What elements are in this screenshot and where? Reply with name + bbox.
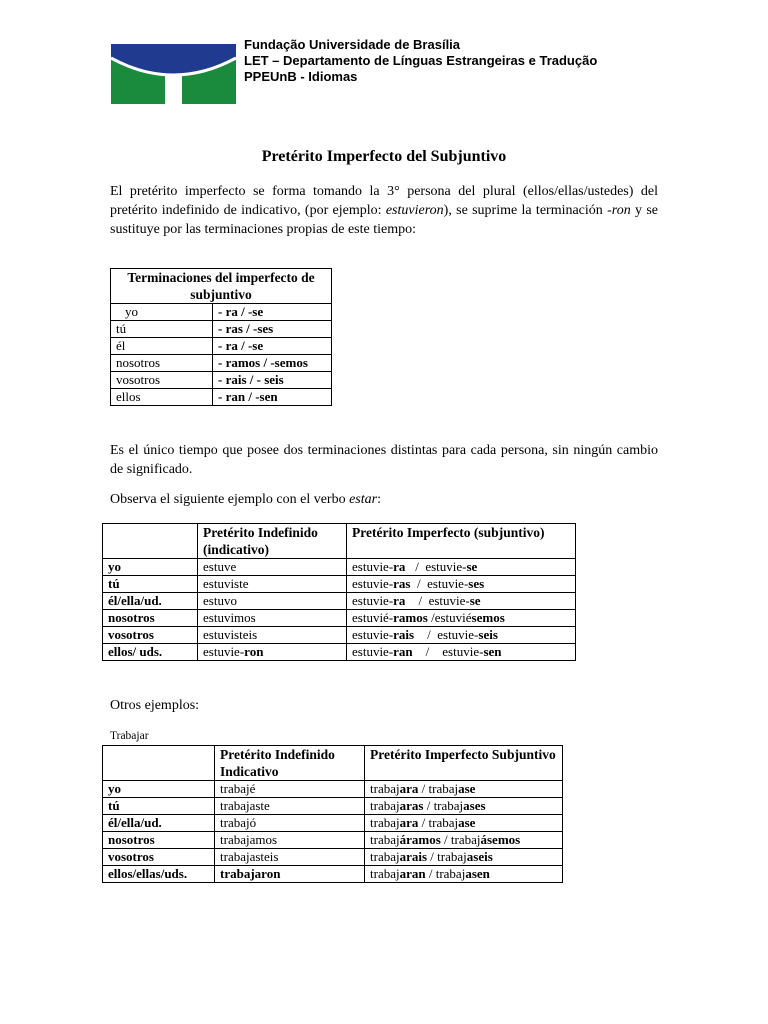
intro-paragraph [110,182,658,239]
indicative-cell: estuvisteis [198,627,347,644]
ending-bold: ra [393,559,406,574]
ending-bold: sen [483,644,502,659]
paragraph-two-text: Es el único tiempo que posee dos terminaciones distintas para cada persona, sin ningún cambio de significado. [110,443,658,477]
ending-bold: aseis [466,849,493,864]
table-row [103,576,576,593]
table-row [103,866,563,883]
ending-bold: ran [393,644,413,659]
intro-text-2: ), se suprime la terminación [443,203,608,218]
table-row [103,815,563,832]
paragraph-two [110,441,658,479]
subjunctive-cell: estuvie-ra / estuvie-se [347,593,576,610]
ending-bold: se [469,593,481,608]
trabajar-header-subjunctive: Pretérito Imperfecto Subjuntivo [365,746,563,781]
person-cell: yo [103,781,215,798]
table-row [103,610,576,627]
person-cell: vosotros [103,627,198,644]
person-cell: yo [111,304,213,321]
ending-bold: ramos [393,610,428,625]
indicative-cell: trabajaron [215,866,365,883]
verb-label: Trabajar [110,730,149,742]
subjunctive-cell: trabajara / trabajase [365,815,563,832]
ending-bold: ase [458,815,476,830]
person-cell: tú [103,798,215,815]
person-cell: nosotros [111,355,213,372]
ending-bold: se [466,559,478,574]
indicative-cell: trabajaste [215,798,365,815]
trabajar-header-blank [103,746,215,781]
person-cell: ellos/ellas/uds. [103,866,215,883]
unb-logo [111,44,236,104]
subjunctive-cell: estuvie-ran / estuvie-sen [347,644,576,661]
ending-bold: ara [399,815,419,830]
person-cell: él/ella/ud. [103,593,198,610]
indicative-cell: trabajó [215,815,365,832]
subjunctive-cell: trabajara / trabajase [365,781,563,798]
ending-cell: - ran / -sen [213,389,332,406]
table-row [111,304,332,321]
table-row [103,627,576,644]
subjunctive-cell: trabajáramos / trabajásemos [365,832,563,849]
subjunctive-cell: estuvie-ras / estuvie-ses [347,576,576,593]
intro-text-3: y se sustituye por las terminaciones propias de este tiempo: [110,203,658,237]
subjunctive-cell: estuvié-ramos /estuviésemos [347,610,576,627]
indicative-cell: estuvo [198,593,347,610]
person-cell: tú [111,321,213,338]
table-row [103,593,576,610]
ending-bold: aras [399,798,424,813]
table-row [111,338,332,355]
ending-bold: seis [478,627,498,642]
ending-bold: ras [393,576,411,591]
ending-bold: ases [463,798,486,813]
subjunctive-cell: trabajaras / trabajases [365,798,563,815]
ending-bold: aran [399,866,426,881]
ending-bold: ses [468,576,485,591]
table-row [103,798,563,815]
table-row [111,355,332,372]
paragraph-three-end: : [377,492,381,507]
table-row [103,849,563,866]
subjunctive-cell: estuvie-ra / estuvie-se [347,559,576,576]
intro-example: estuvieron [385,203,444,218]
table-row [103,644,576,661]
person-cell: vosotros [111,372,213,389]
estar-header-indicative: Pretérito Indefinido (indicativo) [198,524,347,559]
header-line-1: Fundação Universidade de Brasília [244,37,461,52]
paragraph-three [110,490,658,509]
endings-table-header: Terminaciones del imperfecto de subjuntivo [111,269,332,304]
page-title: Pretérito Imperfecto del Subjuntivo [261,148,507,165]
ending-bold: ra [393,593,406,608]
person-cell: tú [103,576,198,593]
estar-table [102,523,576,661]
table-row [103,559,576,576]
otros-label: Otros ejemplos: [110,698,200,713]
table-row [103,781,563,798]
ending-bold: ásemos [480,832,521,847]
indicative-cell: estuviste [198,576,347,593]
ending-bold: arais [399,849,428,864]
table-row [111,389,332,406]
intro-text-1: El pretérito imperfecto se forma tomando la 3° persona del plural (ellos/ellas/ustedes) del pretérito indefinido de indicativo, (por ejemplo: [110,184,658,218]
estar-header-subjunctive: Pretérito Imperfecto (subjuntivo) [347,524,576,559]
indicative-cell: trabajamos [215,832,365,849]
indicative-cell: estuvie-ron [198,644,347,661]
ending-bold: ase [458,781,476,796]
person-cell: nosotros [103,610,198,627]
person-cell: él/ella/ud. [103,815,215,832]
ending-cell: - rais / - seis [213,372,332,389]
person-cell: yo [103,559,198,576]
indicative-cell: estuvimos [198,610,347,627]
verb-estar: estar [349,492,378,507]
intro-suffix: -ron [607,203,631,218]
person-cell: él [111,338,213,355]
ending-bold: áramos [399,832,441,847]
indicative-cell: trabajé [215,781,365,798]
subjunctive-cell: estuvie-rais / estuvie-seis [347,627,576,644]
header-line-3: PPEUnB - Idiomas [244,69,358,84]
trabajar-table [102,745,563,883]
trabajar-header-indicative: Pretérito Indefinido Indicativo [215,746,365,781]
subjunctive-cell: trabajarais / trabajaseis [365,849,563,866]
endings-table [110,268,332,406]
person-cell: ellos/ uds. [103,644,198,661]
header-line-2: LET – Departamento de Línguas Estrangeiras e Tradução [244,53,598,68]
person-cell: nosotros [103,832,215,849]
ending-cell: - ra / -se [213,338,332,355]
table-row [103,832,563,849]
ending-cell: - ras / -ses [213,321,332,338]
ending-bold: rais [393,627,415,642]
ending-bold: ara [399,781,419,796]
ending-bold: asen [465,866,490,881]
paragraph-three-text: Observa el siguiente ejemplo con el verbo [110,492,350,507]
person-cell: vosotros [103,849,215,866]
table-row [111,372,332,389]
ending-bold: ron [244,644,264,659]
subjunctive-cell: trabajaran / trabajasen [365,866,563,883]
person-cell: ellos [111,389,213,406]
indicative-cell: estuve [198,559,347,576]
estar-header-blank [103,524,198,559]
ending-bold: semos [471,610,505,625]
indicative-cell: trabajasteis [215,849,365,866]
ending-cell: - ramos / -semos [213,355,332,372]
ending-cell: - ra / -se [213,304,332,321]
table-row [111,321,332,338]
institution-header [244,37,597,85]
